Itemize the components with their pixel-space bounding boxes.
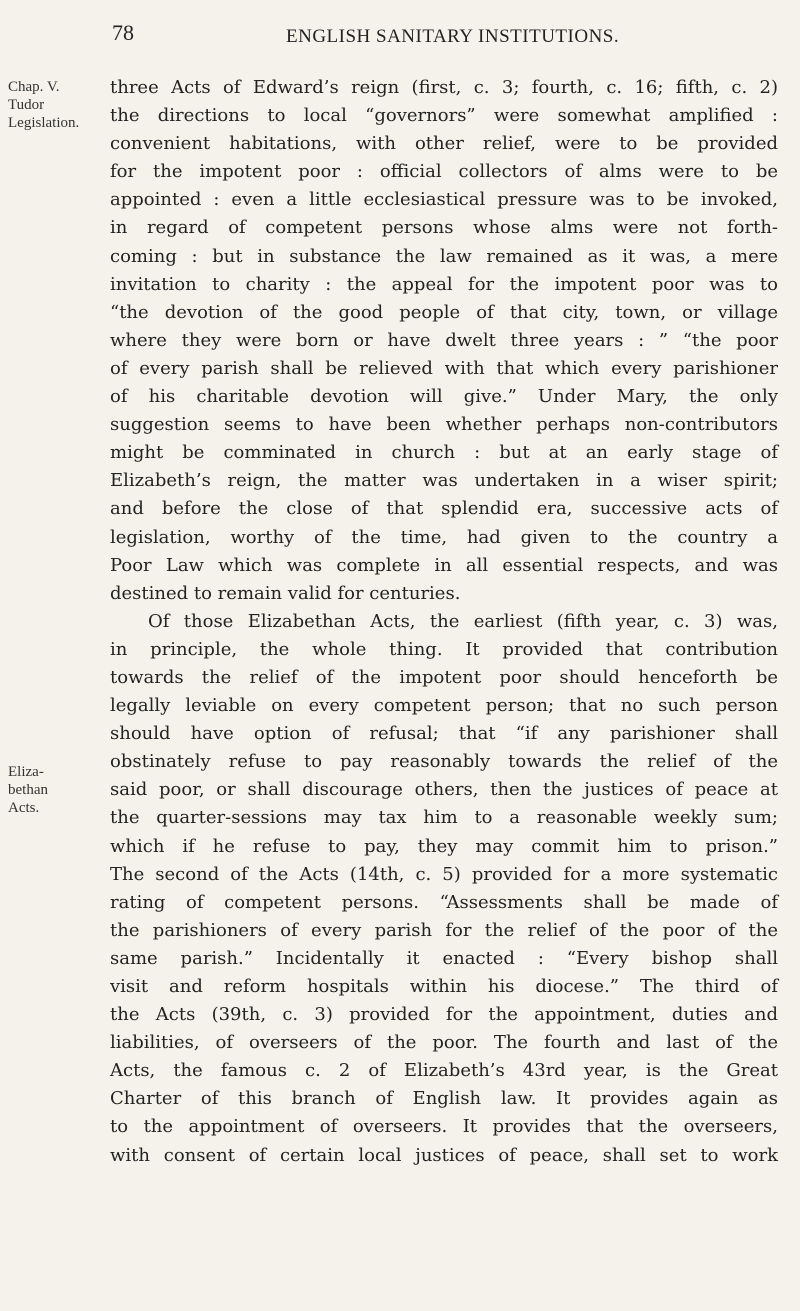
text-line: legally leviable on every competent person; that no such person	[110, 695, 778, 717]
running-head: ENGLISH SANITARY INSTITUTIONS.	[286, 26, 620, 47]
text-line: the Acts (39th, c. 3) provided for the appointment, duties and	[110, 1004, 778, 1026]
text-line: Of those Elizabethan Acts, the earliest (fifth year, c. 3) was,	[148, 610, 778, 632]
text-line: legislation, worthy of the time, had given to the country a	[110, 526, 778, 548]
page-number: 78	[112, 20, 134, 45]
text-line: Elizabeth’s reign, the matter was undertaken in a wiser spirit;	[110, 470, 778, 492]
text-line: towards the relief of the impotent poor should henceforth be	[110, 666, 778, 688]
text-line: might be comminated in church : but at an early stage of	[110, 442, 778, 464]
text-line: in regard of competent persons whose alms were not forth-	[110, 217, 778, 239]
margin-note-chapter: Chap. V. Tudor Legislation.	[8, 79, 80, 131]
text-line: “the devotion of the good people of that city, town, or village	[110, 301, 778, 323]
text-line: visit and reform hospitals within his diocese.” The third of	[110, 976, 778, 997]
text-line: for the impotent poor : official collectors of alms were to be	[110, 161, 778, 183]
text-line: same parish.” Incidentally it enacted : “Every bishop shall	[110, 947, 778, 969]
text-line: invitation to charity : the appeal for the impotent poor was to	[110, 273, 778, 295]
text-line: in principle, the whole thing. It provided that contribution	[110, 638, 778, 660]
text-line: liabilities, of overseers of the poor. The fourth and last of the	[110, 1032, 778, 1054]
margin-note-elizabethan-acts: Eliza- bethan Acts.	[8, 764, 48, 816]
text-line: the directions to local “governors” were somewhat amplified :	[110, 105, 778, 127]
text-line: where they were born or have dwelt three years : ” “the poor	[110, 329, 778, 351]
text-line: destined to remain valid for centuries.	[110, 582, 461, 604]
text-line: of his charitable devotion will give.” Under Mary, the only	[110, 386, 778, 408]
text-line: the parishioners of every parish for the relief of the poor of the	[110, 919, 778, 941]
text-line: and before the close of that splendid era, successive acts of	[110, 498, 778, 520]
text-line: the quarter-sessions may tax him to a reasonable weekly sum;	[110, 807, 778, 829]
text-line: coming : but in substance the law remained as it was, a mere	[110, 245, 778, 267]
text-line: Poor Law which was complete in all essential respects, and was	[110, 554, 778, 576]
text-line: which if he refuse to pay, they may commit him to prison.”	[110, 835, 778, 857]
text-line: should have option of refusal; that “if any parishioner shall	[110, 723, 778, 745]
text-line: said poor, or shall discourage others, then the justices of peace at	[110, 779, 778, 801]
body-text	[110, 74, 778, 1170]
text-line: Acts, the famous c. 2 of Elizabeth’s 43rd year, is the Great	[110, 1060, 778, 1082]
text-line: obstinately refuse to pay reasonably towards the relief of the	[110, 751, 778, 773]
text-line: The second of the Acts (14th, c. 5) provided for a more systematic	[110, 863, 778, 885]
text-line: appointed : even a little ecclesiastical pressure was to be invoked,	[110, 189, 778, 211]
text-line: to the appointment of overseers. It provides that the overseers,	[110, 1116, 778, 1138]
text-line: with consent of certain local justices of peace, shall set to work	[110, 1144, 778, 1166]
text-line: Charter of this branch of English law. It provides again as	[110, 1088, 778, 1110]
text-line: suggestion seems to have been whether perhaps non-contributors	[110, 414, 778, 436]
text-line: of every parish shall be relieved with that which every parishioner	[110, 357, 778, 379]
text-line: three Acts of Edward’s reign (first, c. 3; fourth, c. 16; fifth, c. 2)	[110, 77, 778, 98]
text-line: rating of competent persons. “Assessments shall be made of	[110, 891, 778, 913]
text-line: convenient habitations, with other relief, were to be provided	[110, 133, 778, 155]
